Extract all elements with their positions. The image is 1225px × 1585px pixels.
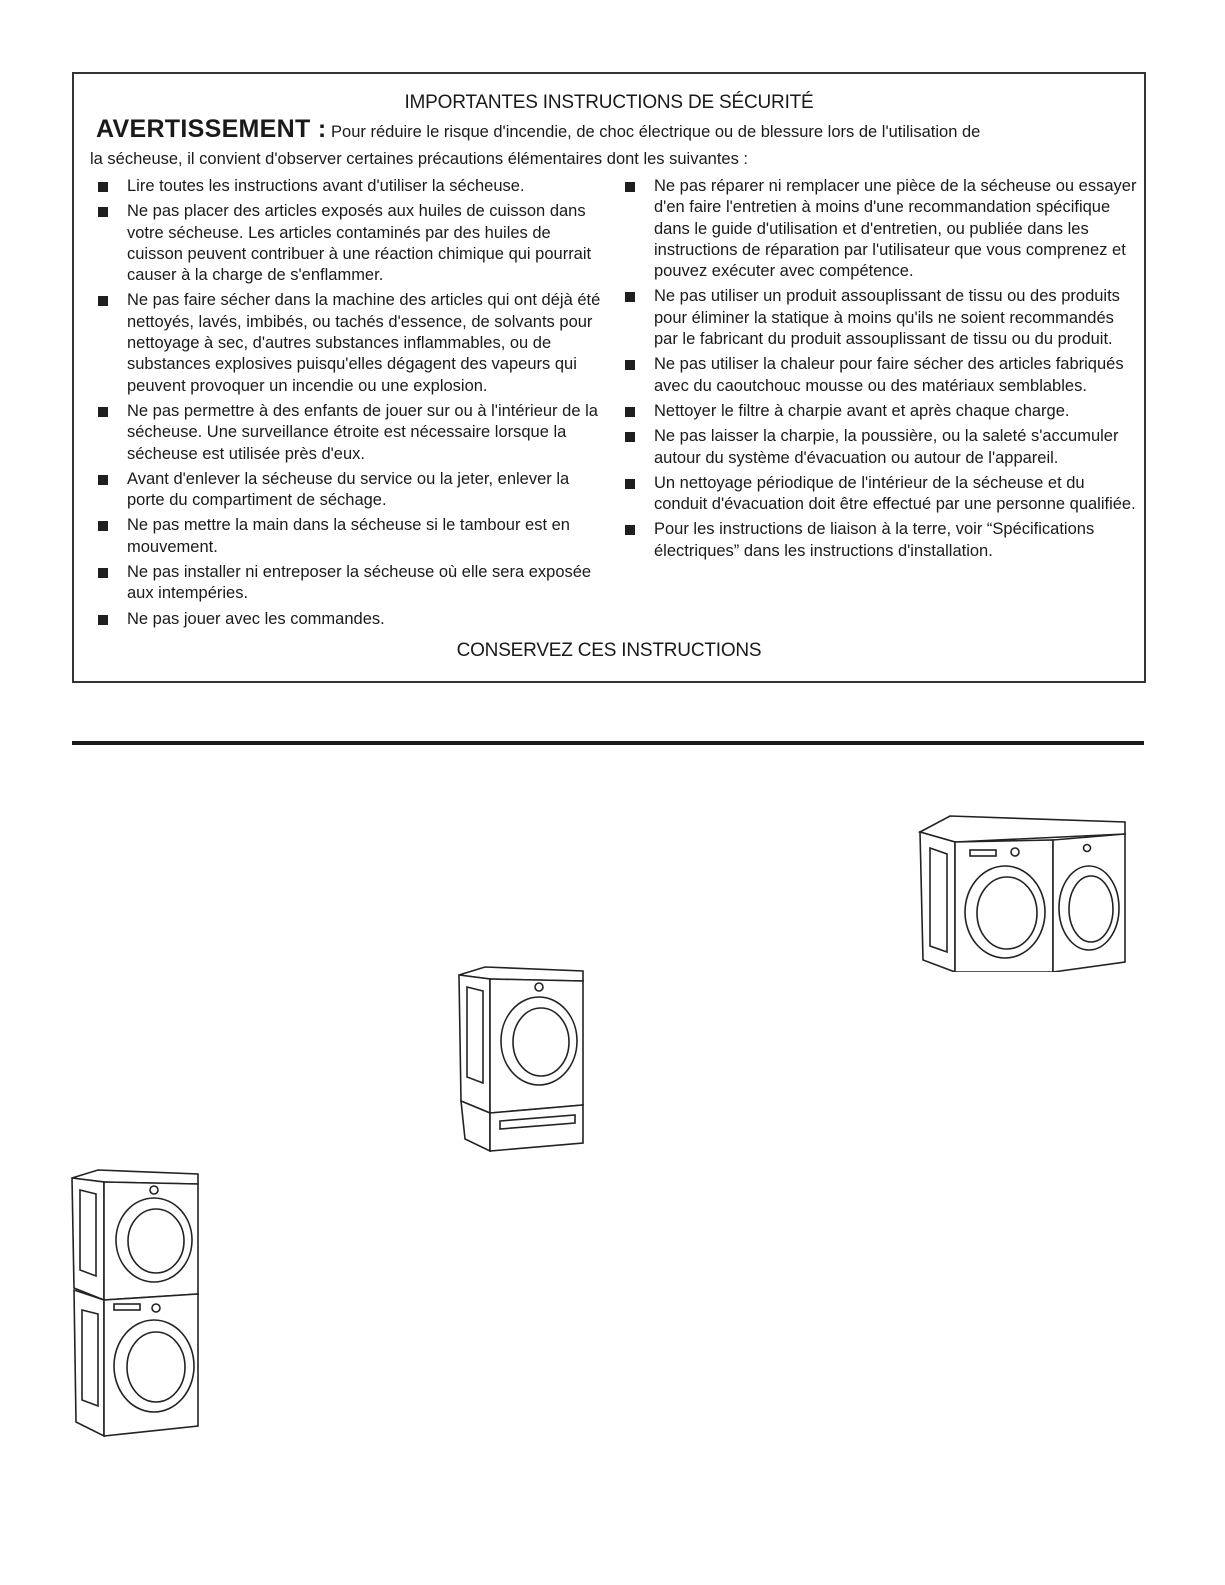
instruction-item [623,286,1138,350]
warning-intro-line-2: la sécheuse, il convient d'observer certaines précautions élémentaires dont les suivantes : [90,150,749,168]
bullet-square-icon [625,292,635,302]
section-divider [72,741,1144,745]
save-instructions-footer: CONSERVEZ CES INSTRUCTIONS [456,640,762,661]
instruction-text: Avant d'enlever la sécheuse du service ou la jeter, enlever la porte du compartiment de séchage. [127,469,570,510]
instruction-item [96,515,601,558]
bullet-square-icon [98,407,108,417]
instruction-text: Pour les instructions de liaison à la terre, voir “Spécifications électriques” dans les instructions d'installation. [654,520,1095,560]
instruction-text: Ne pas mettre la main dans la sécheuse si le tambour est en mouvement. [127,516,570,556]
instruction-item [96,201,601,286]
left-instruction-list [96,176,601,634]
bullet-square-icon [98,182,108,192]
instruction-item [623,473,1138,516]
instruction-item [96,290,601,396]
bullet-square-icon [625,479,635,489]
instruction-text: Ne pas permettre à des enfants de jouer sur ou à l'intérieur de la sécheuse. Une surveillance étroite est nécessaire lorsque la sécheuse est utilisée près d'eux. [127,401,598,463]
bullet-square-icon [98,568,108,578]
right-instruction-list [623,176,1138,566]
dryer-on-pedestal-illustration [455,965,587,1155]
instruction-item [96,562,601,605]
bullet-square-icon [625,407,635,417]
instruction-item [96,176,601,197]
safety-instructions-box [72,72,1146,683]
instruction-text: Ne pas faire sécher dans la machine des articles qui ont déjà été nettoyés, lavés, imbibés, ou tachés d'essence, de solvants pour nettoyage à sec, d'autres substances inflammables, ou de substances explosives puisqu'elles dégagent des vapeurs qui peuvent provoquer un incendie ou une explosion. [127,291,601,395]
bullet-square-icon [625,360,635,370]
instruction-text: Nettoyer le filtre à charpie avant et après chaque charge. [654,401,1070,420]
bullet-square-icon [625,182,635,192]
warning-intro-line-1: Pour réduire le risque d'incendie, de choc électrique ou de blessure lors de l'utilisation de [331,123,981,141]
instruction-item [96,469,601,512]
instruction-item [623,401,1138,422]
warning-paragraph [96,115,1136,143]
instruction-text: Ne pas utiliser un produit assouplissant de tissu ou des produits pour éliminer la statique à moins qu'ils ne soient recommandés par le fabricant du produit assouplissant de tissu ou du produit. [654,287,1120,349]
instruction-text: Un nettoyage périodique de l'intérieur de la sécheuse et du conduit d'évacuation doit être effectué par une personne qualifiée. [654,473,1136,514]
bullet-square-icon [98,296,108,306]
warning-word: AVERTISSEMENT : [96,115,327,143]
instruction-item [96,401,601,465]
instruction-text: Ne pas laisser la charpie, la poussière, ou la saleté s'accumuler autour du système d'évacuation ou autour de l'appareil. [654,427,1119,467]
instruction-text: Ne pas installer ni entreposer la sécheuse où elle sera exposée aux intempéries. [127,563,592,603]
instruction-text: Ne pas réparer ni remplacer une pièce de la sécheuse ou essayer d'en faire l'entretien à moins d'une recommandation spécifique dans le guide d'utilisation et d'entretien, ou publiée dans les instructions de réparation par l'utilisateur que vous comprenez et pouvez exécuter avec compétence. [654,177,1137,281]
instruction-item [623,354,1138,397]
bullet-square-icon [625,525,635,535]
instruction-item [623,176,1138,282]
instruction-text: Ne pas utiliser la chaleur pour faire sécher des articles fabriqués avec du caoutchouc mousse ou des matériaux semblables. [654,355,1124,395]
bullet-square-icon [98,207,108,217]
instruction-item [96,609,601,630]
stacked-washer-dryer-illustration [68,1168,203,1440]
bullet-square-icon [98,615,108,625]
safety-title: IMPORTANTES INSTRUCTIONS DE SÉCURITÉ [404,92,814,113]
instruction-text: Ne pas placer des articles exposés aux huiles de cuisson dans votre sécheuse. Les articles contaminés par des huiles de cuisson peuvent contribuer à une réaction chimique qui pourrait causer à la charge de s'enflammer. [127,202,592,285]
instruction-item [623,519,1138,562]
instruction-text: Lire toutes les instructions avant d'utiliser la sécheuse. [127,177,525,195]
bullet-square-icon [98,475,108,485]
bullet-square-icon [98,521,108,531]
bullet-square-icon [625,432,635,442]
instruction-item [623,426,1138,469]
instruction-text: Ne pas jouer avec les commandes. [127,609,385,628]
side-by-side-washer-dryer-illustration [915,812,1130,972]
